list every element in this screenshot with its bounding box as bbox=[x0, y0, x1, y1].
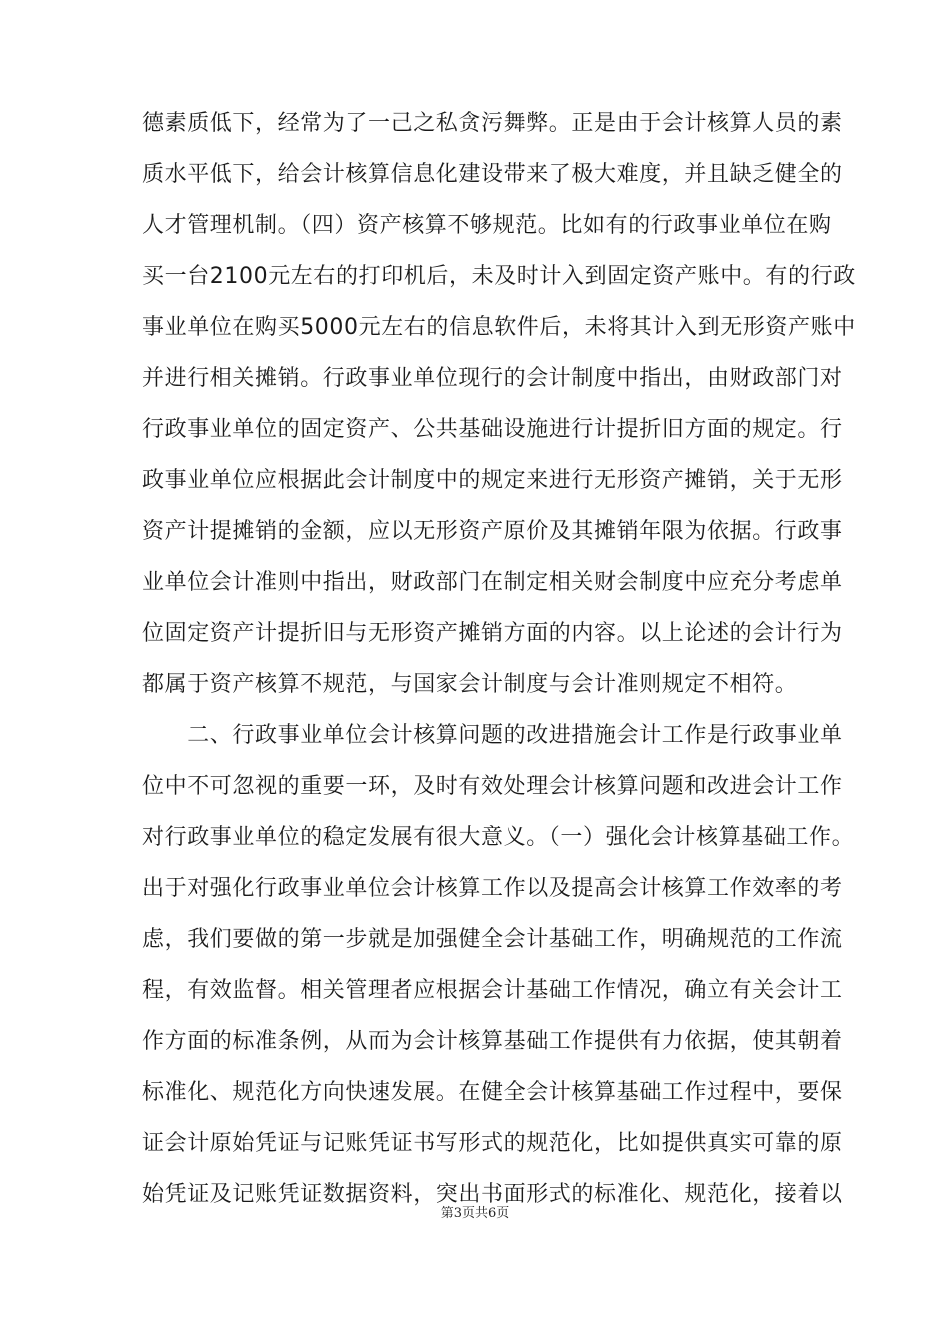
body-text-line: 虑，我们要做的第一步就是加强健全会计基础工作，明确规范的工作流 bbox=[142, 927, 843, 952]
body-text-line: 行政事业单位的固定资产、公共基础设施进行计提折旧方面的规定。行 bbox=[142, 417, 843, 442]
body-text-line: 二、行政事业单位会计核算问题的改进措施会计工作是行政事业单 bbox=[142, 723, 843, 748]
body-text-line: 都属于资产核算不规范，与国家会计制度与会计准则规定不相符。 bbox=[142, 672, 798, 697]
body-text-line: 始凭证及记账凭证数据资料，突出书面形式的标准化、规范化，接着以 bbox=[142, 1182, 843, 1207]
body-text-line: 资产计提摊销的金额，应以无形资产原价及其摊销年限为依据。行政事 bbox=[142, 519, 843, 544]
body-text-line: 出于对强化行政事业单位会计核算工作以及提高会计核算工作效率的考 bbox=[142, 876, 843, 901]
body-text-line: 标准化、规范化方向快速发展。在健全会计核算基础工作过程中，要保 bbox=[142, 1080, 843, 1105]
body-text-line: 并进行相关摊销。行政事业单位现行的会计制度中指出，由财政部门对 bbox=[142, 366, 843, 391]
body-text-line: 事业单位在购买5000元左右的信息软件后，未将其计入到无形资产账中 bbox=[142, 315, 856, 340]
body-text-line: 人才管理机制。（四）资产核算不够规范。比如有的行政事业单位在购 bbox=[142, 213, 832, 238]
body-text-line: 业单位会计准则中指出，财政部门在制定相关财会制度中应充分考虑单 bbox=[142, 570, 843, 595]
body-text-line: 作方面的标准条例，从而为会计核算基础工作提供有力依据，使其朝着 bbox=[142, 1029, 843, 1054]
body-text-line: 位固定资产计提折旧与无形资产摊销方面的内容。以上论述的会计行为 bbox=[142, 621, 843, 646]
body-text-line: 位中不可忽视的重要一环，及时有效处理会计核算问题和改进会计工作 bbox=[142, 774, 843, 799]
body-text-line: 质水平低下，给会计核算信息化建设带来了极大难度，并且缺乏健全的 bbox=[142, 162, 843, 187]
page-number-footer: 第3页共6页 bbox=[440, 1206, 510, 1221]
body-text-line: 证会计原始凭证与记账凭证书写形式的规范化，比如提供真实可靠的原 bbox=[142, 1131, 843, 1156]
body-text-line: 程，有效监督。相关管理者应根据会计基础工作情况，确立有关会计工 bbox=[142, 978, 843, 1003]
body-text-line: 对行政事业单位的稳定发展有很大意义。（一）强化会计核算基础工作。 bbox=[142, 825, 855, 850]
body-text-line: 政事业单位应根据此会计制度中的规定来进行无形资产摊销，关于无形 bbox=[142, 468, 843, 493]
body-text-line: 买一台2100元左右的打印机后，未及时计入到固定资产账中。有的行政 bbox=[142, 264, 856, 289]
body-text-line: 德素质低下，经常为了一己之私贪污舞弊。正是由于会计核算人员的素 bbox=[142, 111, 843, 136]
